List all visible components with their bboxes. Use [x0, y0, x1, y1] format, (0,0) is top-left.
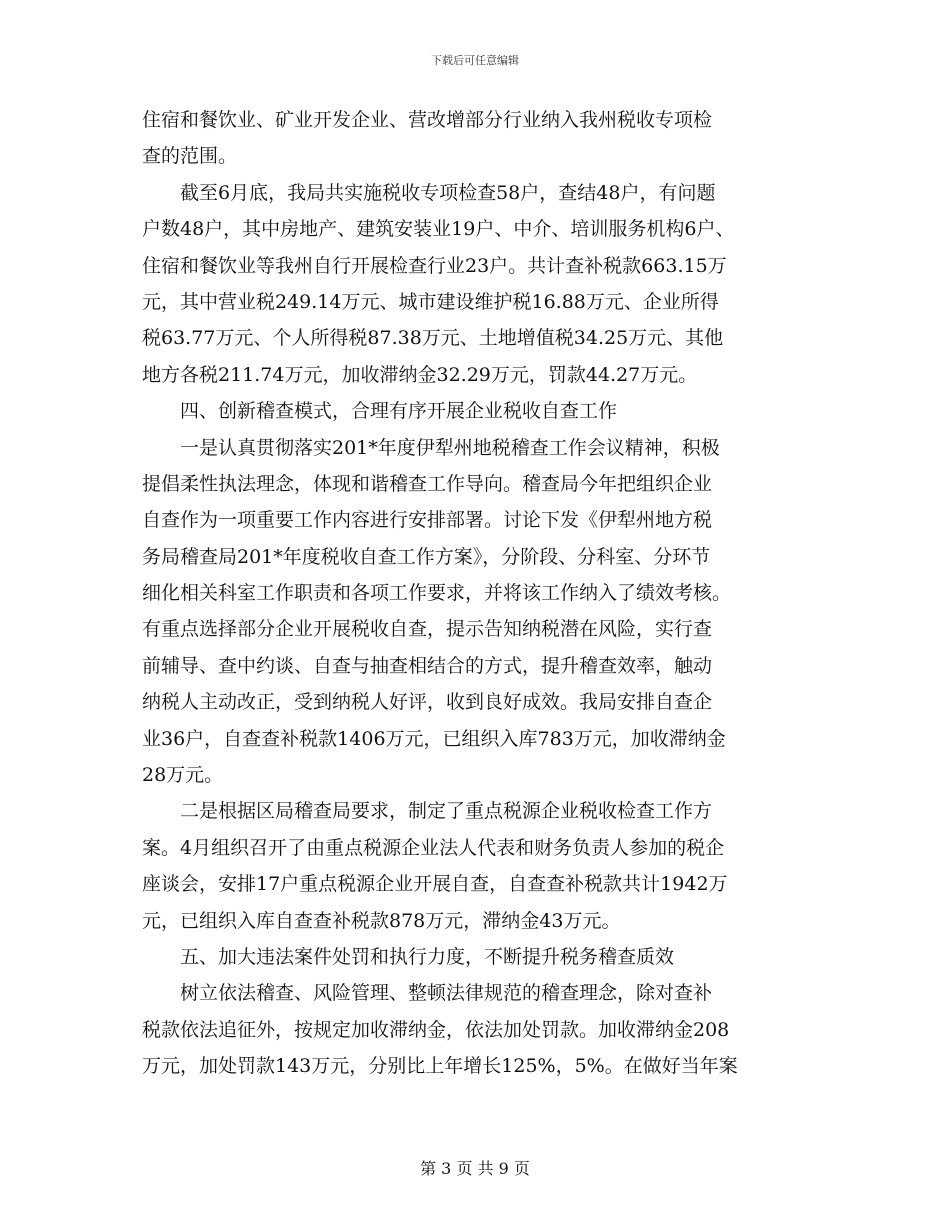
text-line: 业36户，自查查补税款1406万元，已组织入库783万元，加收滞纳金 [142, 727, 726, 750]
text-line: 万元，加处罚款143万元，分别比上年增长125%，5%。在做好当年案 [142, 1055, 738, 1078]
section-heading: 四、创新稽查模式，合理有序开展企业税收自查工作 [142, 400, 618, 423]
section-heading: 五、加大违法案件处罚和执行力度，不断提升税务稽查质效 [142, 945, 675, 968]
page-number: 第 3 页 共 9 页 [420, 1159, 530, 1178]
text-line: 座谈会，安排17户重点税源企业开展自查，自查查补税款共计1942万 [142, 873, 728, 896]
text-line: 有重点选择部分企业开展税收自查，提示告知纳税潜在风险，实行查 [142, 618, 713, 641]
text-line: 细化相关科室工作职责和各项工作要求，并将该工作纳入了绩效考核。 [142, 582, 732, 605]
text-line: 地方各税211.74万元，加收滞纳金32.29万元，罚款44.27万元。 [142, 363, 698, 386]
document-body [142, 102, 812, 1085]
text-line: 纳税人主动改正，受到纳税人好评，收到良好成效。我局安排自查企 [142, 691, 713, 714]
page-header-note: 下载后可任意编辑 [431, 54, 519, 67]
text-line: 一是认真贯彻落实201*年度伊犁州地税稽查工作会议精神，积极 [142, 436, 720, 459]
text-line: 案。4月组织召开了由重点税源企业法人代表和财务负责人参加的税企 [142, 836, 725, 859]
text-line: 28万元。 [142, 764, 224, 787]
text-line: 税63.77万元、个人所得税87.38万元、土地增值税34.25万元、其他 [142, 327, 724, 350]
text-line: 元，已组织入库自查查补税款878万元，滞纳金43万元。 [142, 909, 621, 932]
text-line: 前辅导、查中约谈、自查与抽查相结合的方式，提升稽查效率，触动 [142, 654, 713, 677]
text-line: 户数48户，其中房地产、建筑安装业19户、中介、培训服务机构6户、 [142, 218, 735, 241]
text-line: 住宿和餐饮业、矿业开发企业、营改增部分行业纳入我州税收专项检 [142, 109, 713, 131]
text-line: 务局稽查局201*年度税收自查工作方案》，分阶段、分科室、分环节 [142, 545, 711, 568]
text-line: 二是根据区局稽查局要求，制定了重点税源企业税收检查工作方 [142, 800, 713, 823]
text-line: 税款依法追征外，按规定加收滞纳金，依法加处罚款。加收滞纳金208 [142, 1018, 730, 1041]
text-line: 提倡柔性执法理念，体现和谐稽查工作导向。稽查局今年把组织企业 [142, 472, 713, 495]
text-line: 自查作为一项重要工作内容进行安排部署。讨论下发《伊犁州地方税 [142, 509, 713, 532]
text-line: 住宿和餐饮业等我州自行开展检查行业23户。共计查补税款663.15万 [142, 254, 727, 277]
text-line: 元，其中营业税249.14万元、城市建设维护税16.88万元、企业所得 [142, 290, 719, 313]
text-line: 截至6月底，我局共实施税收专项检查58户，查结48户，有问题 [142, 181, 716, 204]
text-line: 查的范围。 [142, 145, 238, 168]
text-line: 树立依法稽查、风险管理、整顿法律规范的稽查理念，除对查补 [142, 982, 713, 1005]
